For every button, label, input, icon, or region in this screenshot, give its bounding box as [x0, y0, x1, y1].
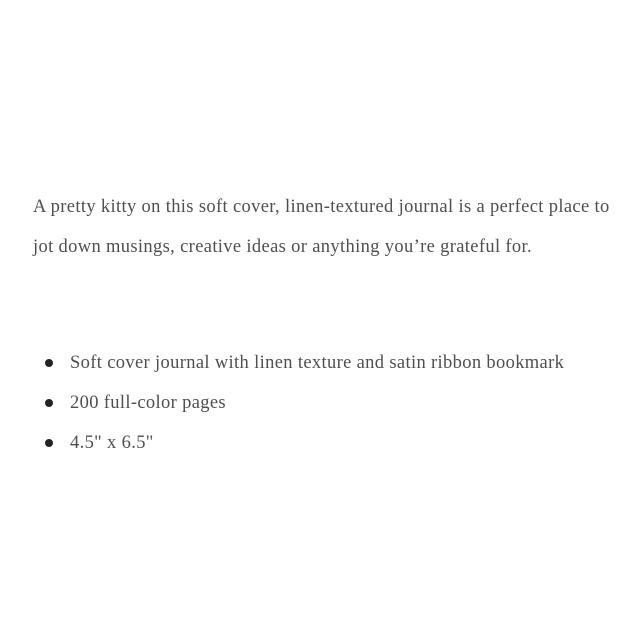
feature-item: [0, 343, 564, 383]
feature-item: [0, 383, 564, 423]
feature-text: Soft cover journal with linen texture and satin ribbon bookmark: [70, 353, 565, 373]
feature-list: [0, 343, 564, 463]
bullet-icon: [45, 399, 53, 407]
feature-item: [0, 423, 564, 463]
bullet-icon: [45, 359, 53, 367]
feature-text: 4.5" x 6.5": [70, 433, 154, 453]
product-description: A pretty kitty on this soft cover, linen-textured journal is a perfect place to jot down musings, creative ideas or anything you’re grateful for.: [33, 197, 610, 257]
bullet-icon: [45, 439, 53, 447]
feature-text: 200 full-color pages: [70, 393, 226, 413]
